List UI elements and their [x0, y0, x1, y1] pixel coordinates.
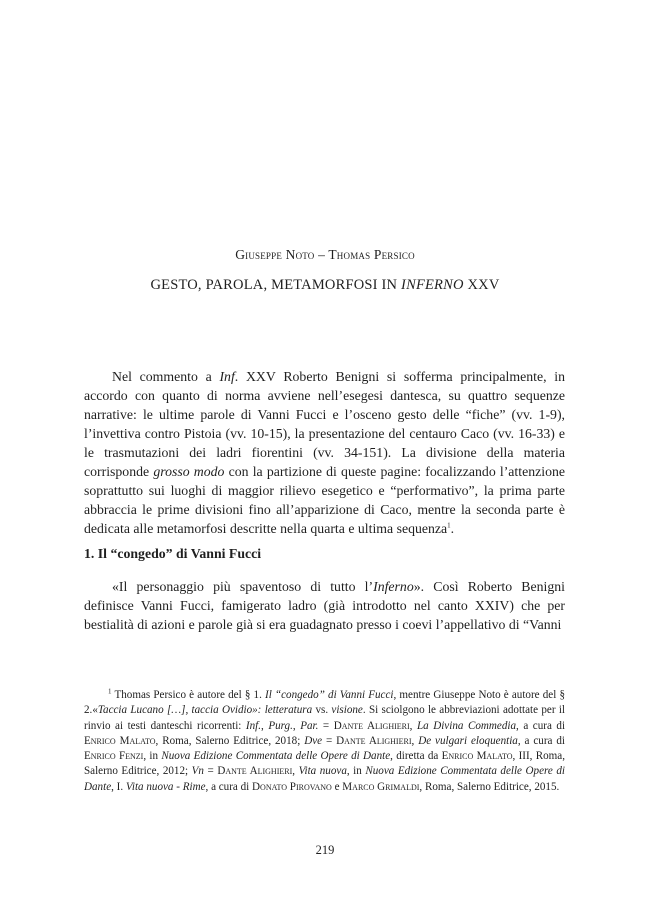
- footnote-run: Dante Alighieri: [333, 719, 410, 732]
- footnote-run: , a cura di: [517, 734, 566, 747]
- intro-paragraph: [84, 367, 565, 538]
- footnote-run: ,: [261, 719, 269, 732]
- footnote-run: , diretta da: [390, 750, 442, 763]
- footnote-run: Enrico Fenzi: [84, 750, 144, 763]
- footnote-run: Purg.: [268, 719, 293, 732]
- footnote-run: ,: [292, 719, 301, 732]
- title-italic-text: INFERNO: [401, 277, 464, 293]
- footnote-run: , III, Roma, Salerno Editrice, 2012;: [84, 750, 565, 778]
- title-suffix-text: XXV: [463, 277, 500, 293]
- footnote-run: , in: [346, 765, 366, 778]
- footnote-run: Dante Alighieri: [217, 765, 293, 778]
- footnote-run: Enrico Malato: [84, 734, 156, 747]
- intro-run: Nel commento a: [112, 369, 220, 384]
- footnote: [84, 688, 565, 795]
- footnote-run: Par.: [300, 719, 319, 732]
- section-paragraph: [84, 577, 565, 634]
- intro-run: . XXV Roberto Benigni si sofferma principalmente, in accordo con quanto di norma avviene nell’esegesi dantesca, su quattro sequenze narrative: le ultime parole di Vanni Fucci e l’osceno gesto delle “fiche” (vv. 1-9), l’invettiva contro Pistoia (vv. 10-15), la presentazione del centauro Caco (vv. 16-33) e le trasmutazioni dei ladri fiorentini (vv. 34-151). La divisione della materia corrisponde: [84, 369, 565, 479]
- section_para-run: Inferno: [373, 579, 414, 594]
- section_para-run: «Il personaggio più spaventoso di tutto l’: [112, 579, 374, 594]
- footnote-run: Il “congedo” di Vanni Fucci: [265, 689, 394, 701]
- intro-run: .: [450, 521, 455, 536]
- footnote-run: Marco Grimaldi: [342, 780, 420, 793]
- footnote-run: Nuova Edizione Commentata delle Opere di Dante: [161, 750, 391, 763]
- footnote-run: Thomas Persico è autore del § 1.: [111, 689, 266, 701]
- intro-run: con la partizione di queste pagine: focalizzando l’attenzione soprattutto sui luoghi di maggior rilievo esegetico e “performativo”, la prima parte abbraccia le prime divisioni fino all’apparizione di Caco, mentre la seconda parte è dedicata alle metamorfosi descritte nella quarta e ultima sequenza: [84, 464, 565, 536]
- footnote-run: vs.: [312, 704, 332, 717]
- footnote-run: De vulgari eloquentia: [418, 734, 518, 747]
- footnote-run: Nuova Edizione Commentata delle Opere di Dante: [84, 765, 565, 793]
- page-number: 219: [315, 843, 335, 857]
- footnote-run: , Roma, Salerno Editrice, 2018;: [155, 734, 305, 747]
- footnote-run: =: [318, 719, 334, 732]
- footnote-run: Vn: [191, 765, 204, 778]
- article-title: [0, 277, 650, 294]
- footnote-run: La Divina Commedia: [416, 719, 517, 732]
- section_para-run: ». Così Roberto Benigni definisce Vanni Fucci, famigerato ladro (già introdotto nel canto XXIV) che per bestialità di azioni e parole già si era guadagnato presso i coevi l’appellativo di “Vanni: [84, 579, 565, 632]
- title-text: GESTO, PAROLA, METAMORFOSI IN: [150, 277, 402, 293]
- footnote-run: , mentre Giuseppe Noto è autore del § 2.«: [84, 689, 565, 717]
- intro-run: grosso modo: [153, 464, 225, 479]
- footnote-run: Inf.: [245, 719, 262, 732]
- intro-run: Inf: [219, 369, 235, 384]
- footnote-run: , a cura di: [205, 780, 253, 793]
- footnote-run: Dante Alighieri: [336, 734, 412, 747]
- footnote-run: Taccia Lucano […], taccia Ovidio»: letteratura: [97, 704, 313, 717]
- footnote-run: , Roma, Salerno Editrice, 2015.: [419, 780, 560, 793]
- intro-run: 1: [447, 521, 451, 530]
- author-line: Giuseppe Noto – Thomas Persico: [235, 247, 415, 262]
- footnote-run: , in: [143, 750, 162, 763]
- footnote-run: , I.: [111, 780, 126, 793]
- footnote-run: ,: [411, 734, 419, 747]
- footnote-run: =: [203, 765, 218, 778]
- footnote-run: e: [331, 780, 343, 793]
- footnote-run: visione: [331, 704, 363, 717]
- footnote-run: . Si sciolgono le abbreviazioni adottate per il rinvio ai testi danteschi ricorrenti:: [84, 704, 566, 732]
- footnote-run: ,: [292, 765, 299, 778]
- footnote-run: Enrico Malato: [441, 750, 513, 763]
- footnote-run: Vita nuova - Rime: [125, 780, 206, 793]
- footnote-run: Vita nuova: [298, 765, 347, 778]
- footnote-run: Dve: [304, 734, 323, 747]
- footnote-run: ,: [409, 719, 417, 732]
- footnote-run: 1: [108, 687, 112, 696]
- footnote-run: , a cura di: [516, 719, 566, 732]
- footnote-run: =: [322, 734, 337, 747]
- section-heading: 1. Il “congedo” di Vanni Fucci: [84, 546, 262, 561]
- footnote-run: Donato Pirovano: [252, 780, 332, 793]
